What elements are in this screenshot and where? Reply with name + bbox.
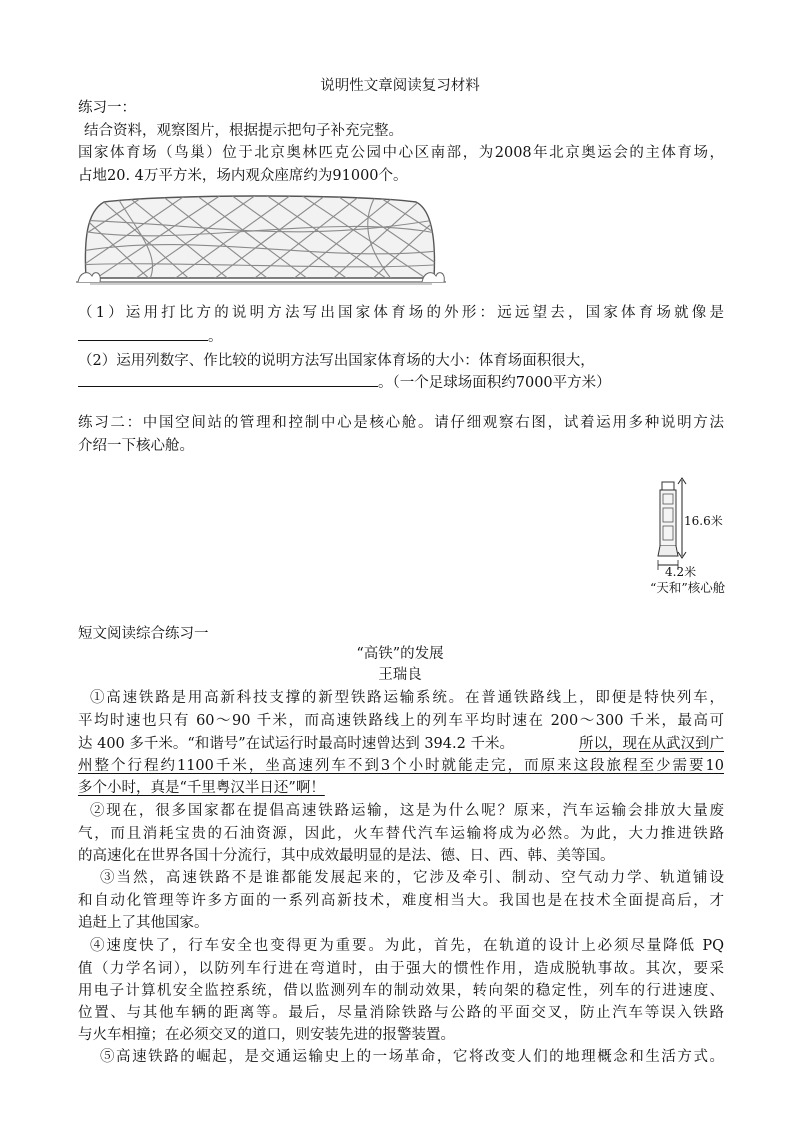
paragraph-1-line-5: 多个小时，真是“千里粤汉半日还”啊！ — [78, 780, 325, 796]
module-height-label: 16.6米 — [684, 514, 723, 528]
question-1-end: 。 — [208, 329, 223, 345]
module-width-label: 4.2米 — [665, 565, 697, 579]
paragraph-3-line-3: 追赶上了其他国家。 — [78, 915, 209, 931]
question-1-answer-line — [78, 326, 223, 347]
paragraph-3-line-1: ③当然，高速铁路不是谁都能发展起来的，它涉及牵引、制动、空气动力学、轨道铺设 — [100, 870, 724, 886]
page-title: 说明性文章阅读复习材料 — [320, 78, 480, 94]
paragraph-1-line-1: ①高速铁路是用高新科技支撑的新型铁路运输系统。在普通铁路线上，即便是特快列车， — [90, 690, 724, 706]
paragraph-4-line-3: 用电子计算机安全监控系统，借以监测列车的制动效果，转向架的稳定性，列车的行进速度、 — [78, 983, 724, 999]
paragraph-1-line-4: 州整个行程约1100千米，坐高速列车不到3个小时就能走完，而原来这段旅程至少需要10 — [78, 758, 724, 774]
answer-blank-1[interactable] — [78, 326, 208, 341]
exercise-2-line-2: 介绍一下核心舱。 — [78, 438, 194, 454]
article-title: “高铁”的发展 — [356, 646, 444, 662]
question-2-answer-line — [78, 372, 611, 393]
birds-nest-stadium-image — [76, 190, 446, 290]
paragraph-1-line-3-underlined: 所以，现在从武汉到广 — [579, 736, 724, 752]
paragraph-1-line-2: 平均时速也只有 60～90 千米，而高速铁路线上的列车平均时速在 200～300 千米，最高可 — [78, 713, 724, 729]
paragraph-2-line-1: ②现在，很多国家都在提倡高速铁路运输，这是为什么呢？原来，汽车运输会排放大量废 — [90, 803, 724, 819]
paragraph-2-line-3: 的高速化在世界各国十分流行，其中成效最明显的是法、德、日、西、韩、美等国。 — [78, 848, 615, 864]
paragraph-4-line-2: 值（力学名词），以防列车行进在弯道时，由于强大的惯性作用，造成脱轨事故。其次，要采 — [78, 961, 724, 977]
module-caption: “天和”核心舱 — [650, 580, 726, 595]
question-2-text: （2）运用列数字、作比较的说明方法写出国家体育场的大小：体育场面积很大， — [78, 353, 595, 369]
exercise-1-instruction: 结合资料，观察图片，根据提示把句子补充完整。 — [84, 123, 403, 139]
exercise-1-heading: 练习一： — [78, 100, 136, 116]
answer-blank-2[interactable] — [78, 372, 378, 387]
paragraph-4-line-4: 位置、与其他车辆的距离等。最后，尽量消除铁路与公路的平面交叉，防止汽车等误入铁路 — [78, 1005, 724, 1021]
exercise-2-line-1: 练习二：中国空间站的管理和控制中心是核心舱。请仔细观察右图，试着运用多种说明方法 — [78, 415, 724, 431]
question-2-end: 。（一个足球场面积约7000平方米） — [378, 375, 611, 391]
article-author: 王瑞良 — [378, 667, 422, 683]
reading-section-heading: 短文阅读综合练习一 — [78, 626, 209, 642]
paragraph-1-line-3 — [78, 734, 724, 754]
exercise-1-intro-line-1: 国家体育场（鸟巢）位于北京奥林匹克公园中心区南部，为2008年北京奥运会的主体育场， — [78, 145, 724, 161]
paragraph-4-line-1: ④速度快了，行车安全也变得更为重要。为此，首先，在轨道的设计上必须尽量降低 PQ — [90, 938, 724, 954]
exercise-1-intro-line-2: 占地20. 4万平方米，场内观众座席约为91000个。 — [78, 168, 408, 184]
paragraph-3-line-2: 和自动化管理等许多方面的一系列高新技术，难度相当大。我国也是在技术全面提高后，才 — [78, 893, 724, 909]
paragraph-4-line-5: 与火车相撞；在必须交叉的道口，则安装先进的报警装置。 — [78, 1027, 455, 1043]
paragraph-2-line-2: 气，而且消耗宝贵的石油资源，因此，火车替代汽车运输将成为必然。为此，大力推进铁路 — [78, 826, 724, 842]
paragraph-5-line-1: ⑤高速铁路的崛起，是交通运输史上的一场革命，它将改变人们的地理概念和生活方式。 — [100, 1049, 724, 1065]
paragraph-1-line-3-plain: 达 400 多千米。“和谐号”在试运行时最高时速曾达到 394.2 千米。 — [78, 736, 514, 752]
question-1-text: （1）运用打比方的说明方法写出国家体育场的外形：远远望去，国家体育场就像是 — [78, 305, 724, 321]
